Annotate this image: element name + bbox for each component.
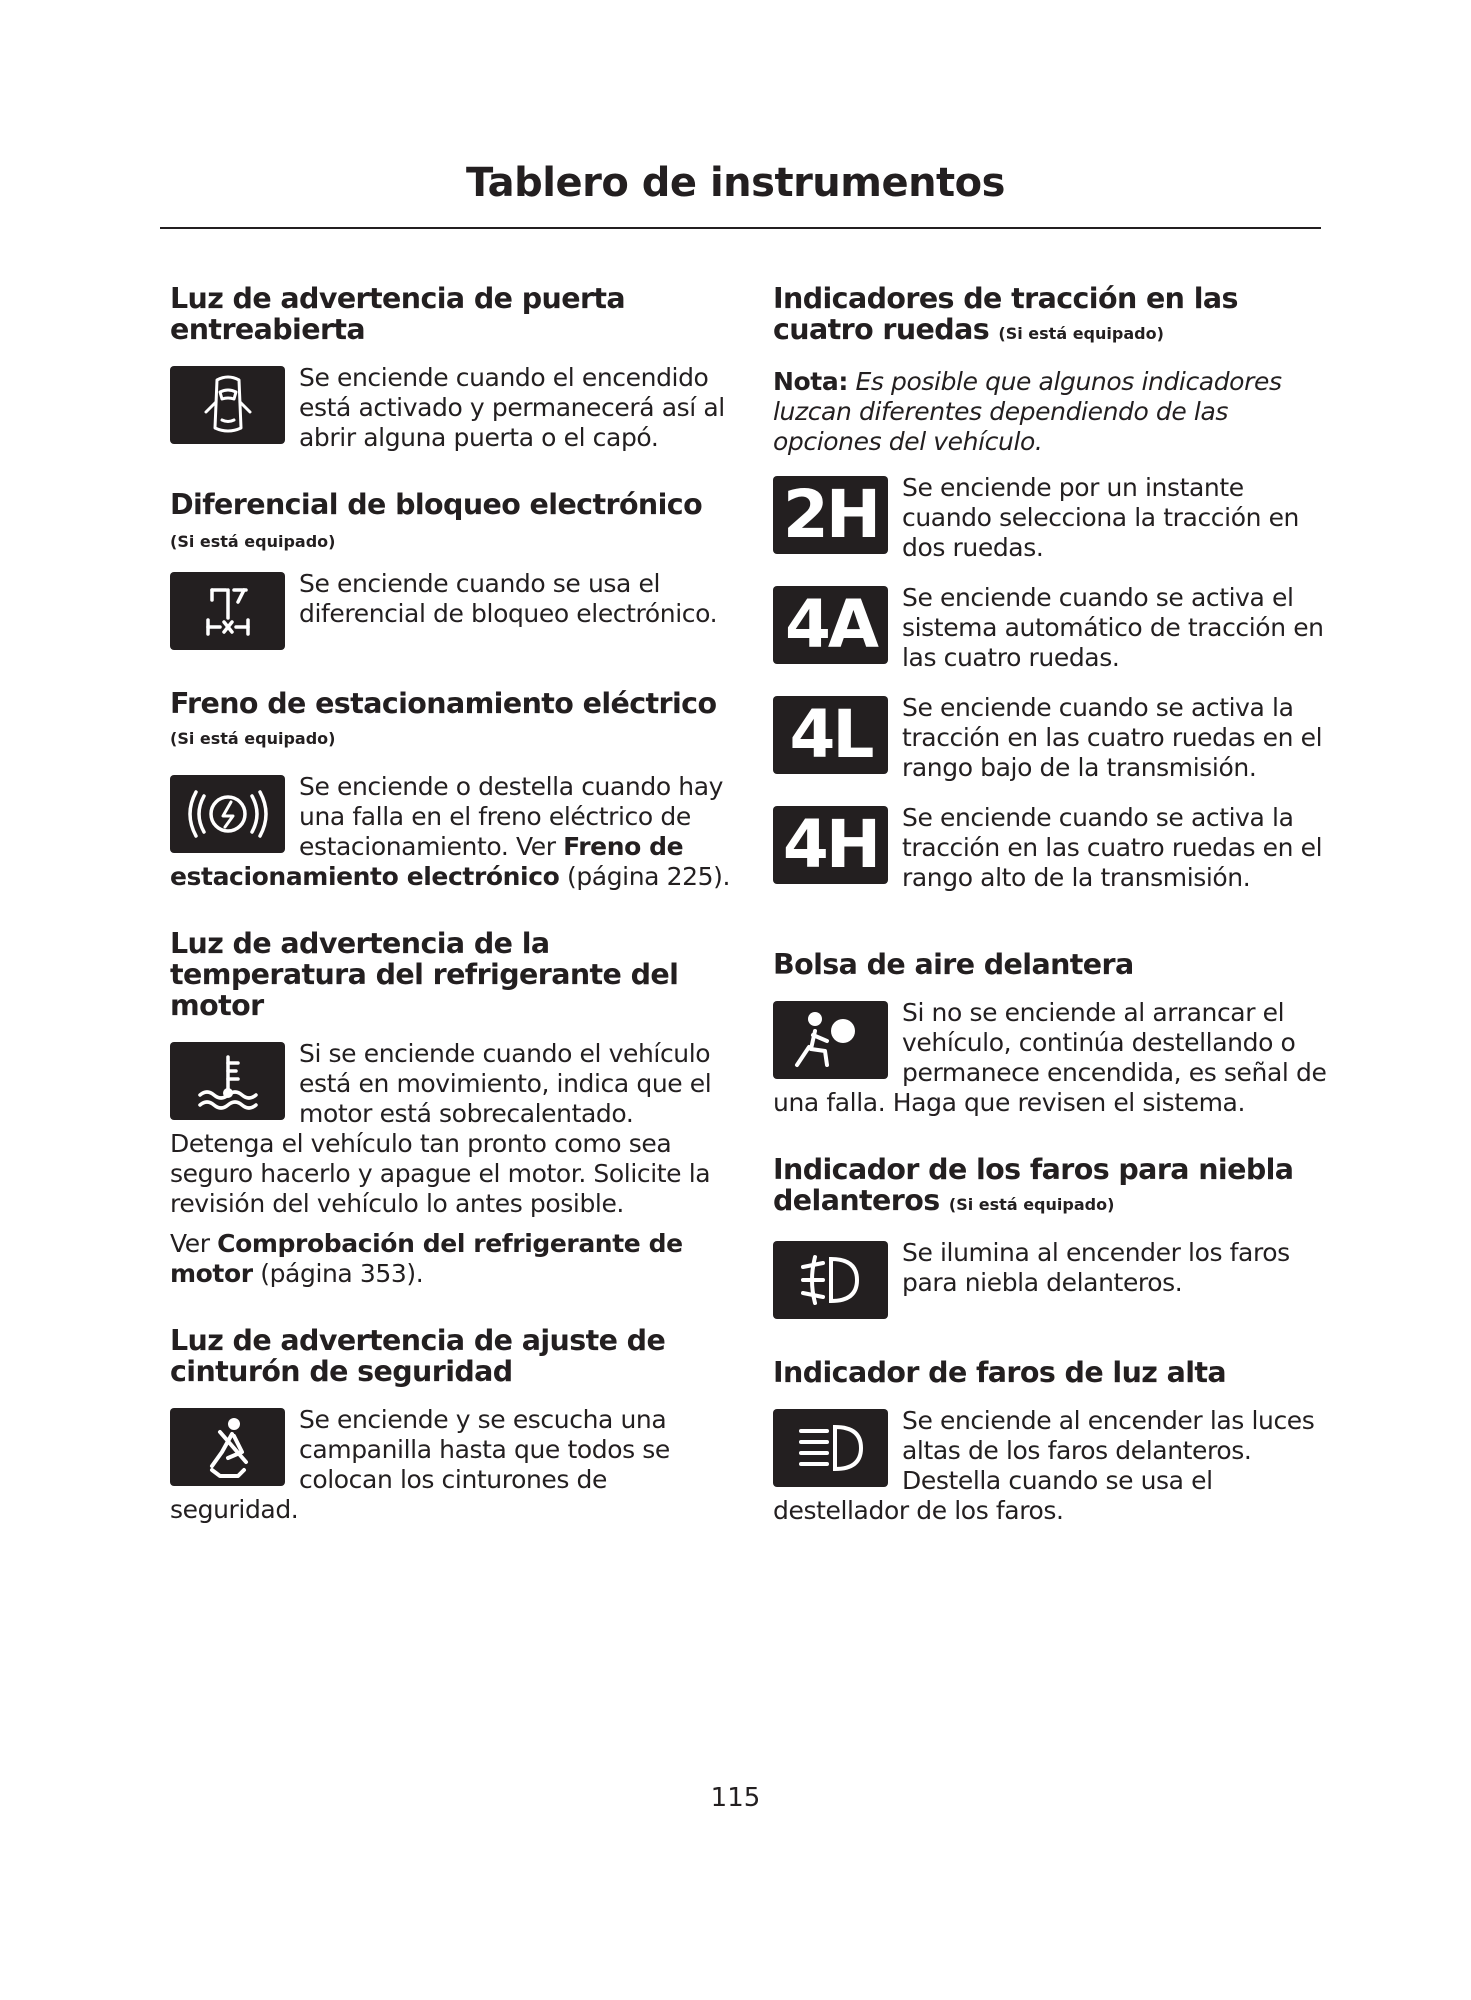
seatbelt-text: Se enciende y se escucha una campanilla hasta que todos se colocan los cinturones de seguridad.: [170, 1405, 670, 1524]
high-beam-section: [773, 1357, 1333, 1526]
airbag-icon: [773, 1001, 888, 1079]
4h-symbol-icon: 4H: [773, 806, 888, 884]
four-wheel-drive-heading: Indicadores de tracción en las cuatro ruedas (Si está equipado): [773, 282, 1238, 346]
seatbelt-icon: [170, 1408, 285, 1486]
airbag-text: Si no se enciende al arrancar el vehículo, continúa destellando o permanece encendida, es señal de una falla. Haga que revisen el sistema.: [773, 998, 1327, 1117]
epb-see-page: (página 225).: [566, 862, 731, 891]
page-number: 115: [710, 1783, 761, 1813]
4l-symbol-icon: 4L: [773, 696, 888, 774]
indicator-4l-text: Se enciende cuando se activa la tracción en las cuatro ruedas en el rango bajo de la transmisión.: [902, 693, 1323, 782]
page-title: Tablero de instrumentos: [466, 160, 1005, 206]
indicator-4a-text: Se enciende cuando se activa el sistema automático de tracción en las cuatro ruedas.: [902, 583, 1324, 672]
epb-equipped-note: (Si está equipado): [170, 729, 336, 748]
indicator-2h: [773, 473, 1333, 565]
locking-differential-icon: [170, 572, 285, 650]
elocker-heading: Diferencial de bloqueo electrónico: [170, 488, 703, 521]
four-wheel-drive-note: [773, 367, 1333, 457]
2h-symbol-icon: 2H: [773, 476, 888, 554]
seatbelt-section: [170, 1325, 735, 1525]
epb-see-link[interactable]: Freno de estacionamiento electrónico: [170, 832, 684, 891]
electric-parking-brake-icon: [170, 775, 285, 853]
indicator-4a: [773, 583, 1333, 675]
coolant-heading: Luz de advertencia de la temperatura del refrigerante del motor: [170, 927, 679, 1022]
coolant-see-prefix: Ver: [170, 1229, 210, 1258]
seatbelt-heading: Luz de advertencia de ajuste de cinturón de seguridad: [170, 1324, 666, 1388]
coolant-text: Si se enciende cuando el vehículo está en movimiento, indica que el motor está sobrecalentado. Detenga el vehículo tan pronto como sea seguro hacerlo y apague el motor. Solicite la revisión del vehículo lo antes posible.: [170, 1039, 712, 1218]
high-beam-icon: [773, 1409, 888, 1487]
right-column: [773, 283, 1333, 1562]
front-fog-section: [773, 1154, 1333, 1321]
high-beam-heading: Indicador de faros de luz alta: [773, 1356, 1227, 1389]
indicator-4h-text: Se enciende cuando se activa la tracción en las cuatro ruedas en el rango alto de la transmisión.: [902, 803, 1323, 892]
coolant-temperature-icon: [170, 1042, 285, 1120]
high-beam-text: Se enciende al encender las luces altas de los faros delanteros. Destella cuando se usa el destellador de los faros.: [773, 1406, 1315, 1525]
coolant-section: [170, 928, 735, 1289]
front-fog-text: Se ilumina al encender los faros para niebla delanteros.: [902, 1238, 1290, 1297]
indicator-4h: [773, 803, 1333, 895]
epb-see-prefix: Ver: [515, 832, 556, 861]
coolant-see-link[interactable]: Comprobación del refrigerante de motor: [170, 1229, 683, 1288]
front-fog-heading: Indicador de los faros para niebla delanteros (Si está equipado): [773, 1153, 1294, 1217]
elocker-equipped-note: (Si está equipado): [170, 532, 336, 551]
door-ajar-heading: Luz de advertencia de puerta entreabierta: [170, 282, 626, 346]
airbag-section: [773, 949, 1333, 1118]
airbag-heading: Bolsa de aire delantera: [773, 948, 1134, 981]
epb-text: Se enciende o destella cuando hay una falla en el freno eléctrico de estacionamiento.: [299, 772, 724, 861]
4a-symbol-icon: 4A: [773, 586, 888, 664]
indicator-4l: [773, 693, 1333, 785]
title-divider: [160, 227, 1321, 229]
four-wheel-drive-equipped-note: (Si está equipado): [998, 324, 1164, 343]
elocker-section: [170, 489, 735, 652]
epb-heading: Freno de estacionamiento eléctrico (Si está equipado): [170, 687, 717, 748]
note-text: Es posible que algunos indicadores luzcan diferentes dependiendo de las opciones del vehículo.: [773, 367, 1282, 456]
door-ajar-section: [170, 283, 735, 453]
epb-section: [170, 688, 735, 892]
front-fog-equipped-note: (Si está equipado): [948, 1195, 1115, 1214]
left-column: [170, 283, 735, 1561]
door-ajar-icon: [170, 366, 285, 444]
coolant-see-page: (página 353).: [260, 1259, 424, 1288]
four-wheel-drive-section: [773, 283, 1333, 913]
front-fog-lamp-icon: [773, 1241, 888, 1319]
door-ajar-text: Se enciende cuando el encendido está activado y permanecerá así al abrir alguna puerta o el capó.: [299, 363, 725, 452]
elocker-text: Se enciende cuando se usa el diferencial de bloqueo electrónico.: [299, 569, 718, 628]
indicator-2h-text: Se enciende por un instante cuando selecciona la tracción en dos ruedas.: [902, 473, 1300, 562]
note-label: Nota:: [773, 367, 848, 396]
